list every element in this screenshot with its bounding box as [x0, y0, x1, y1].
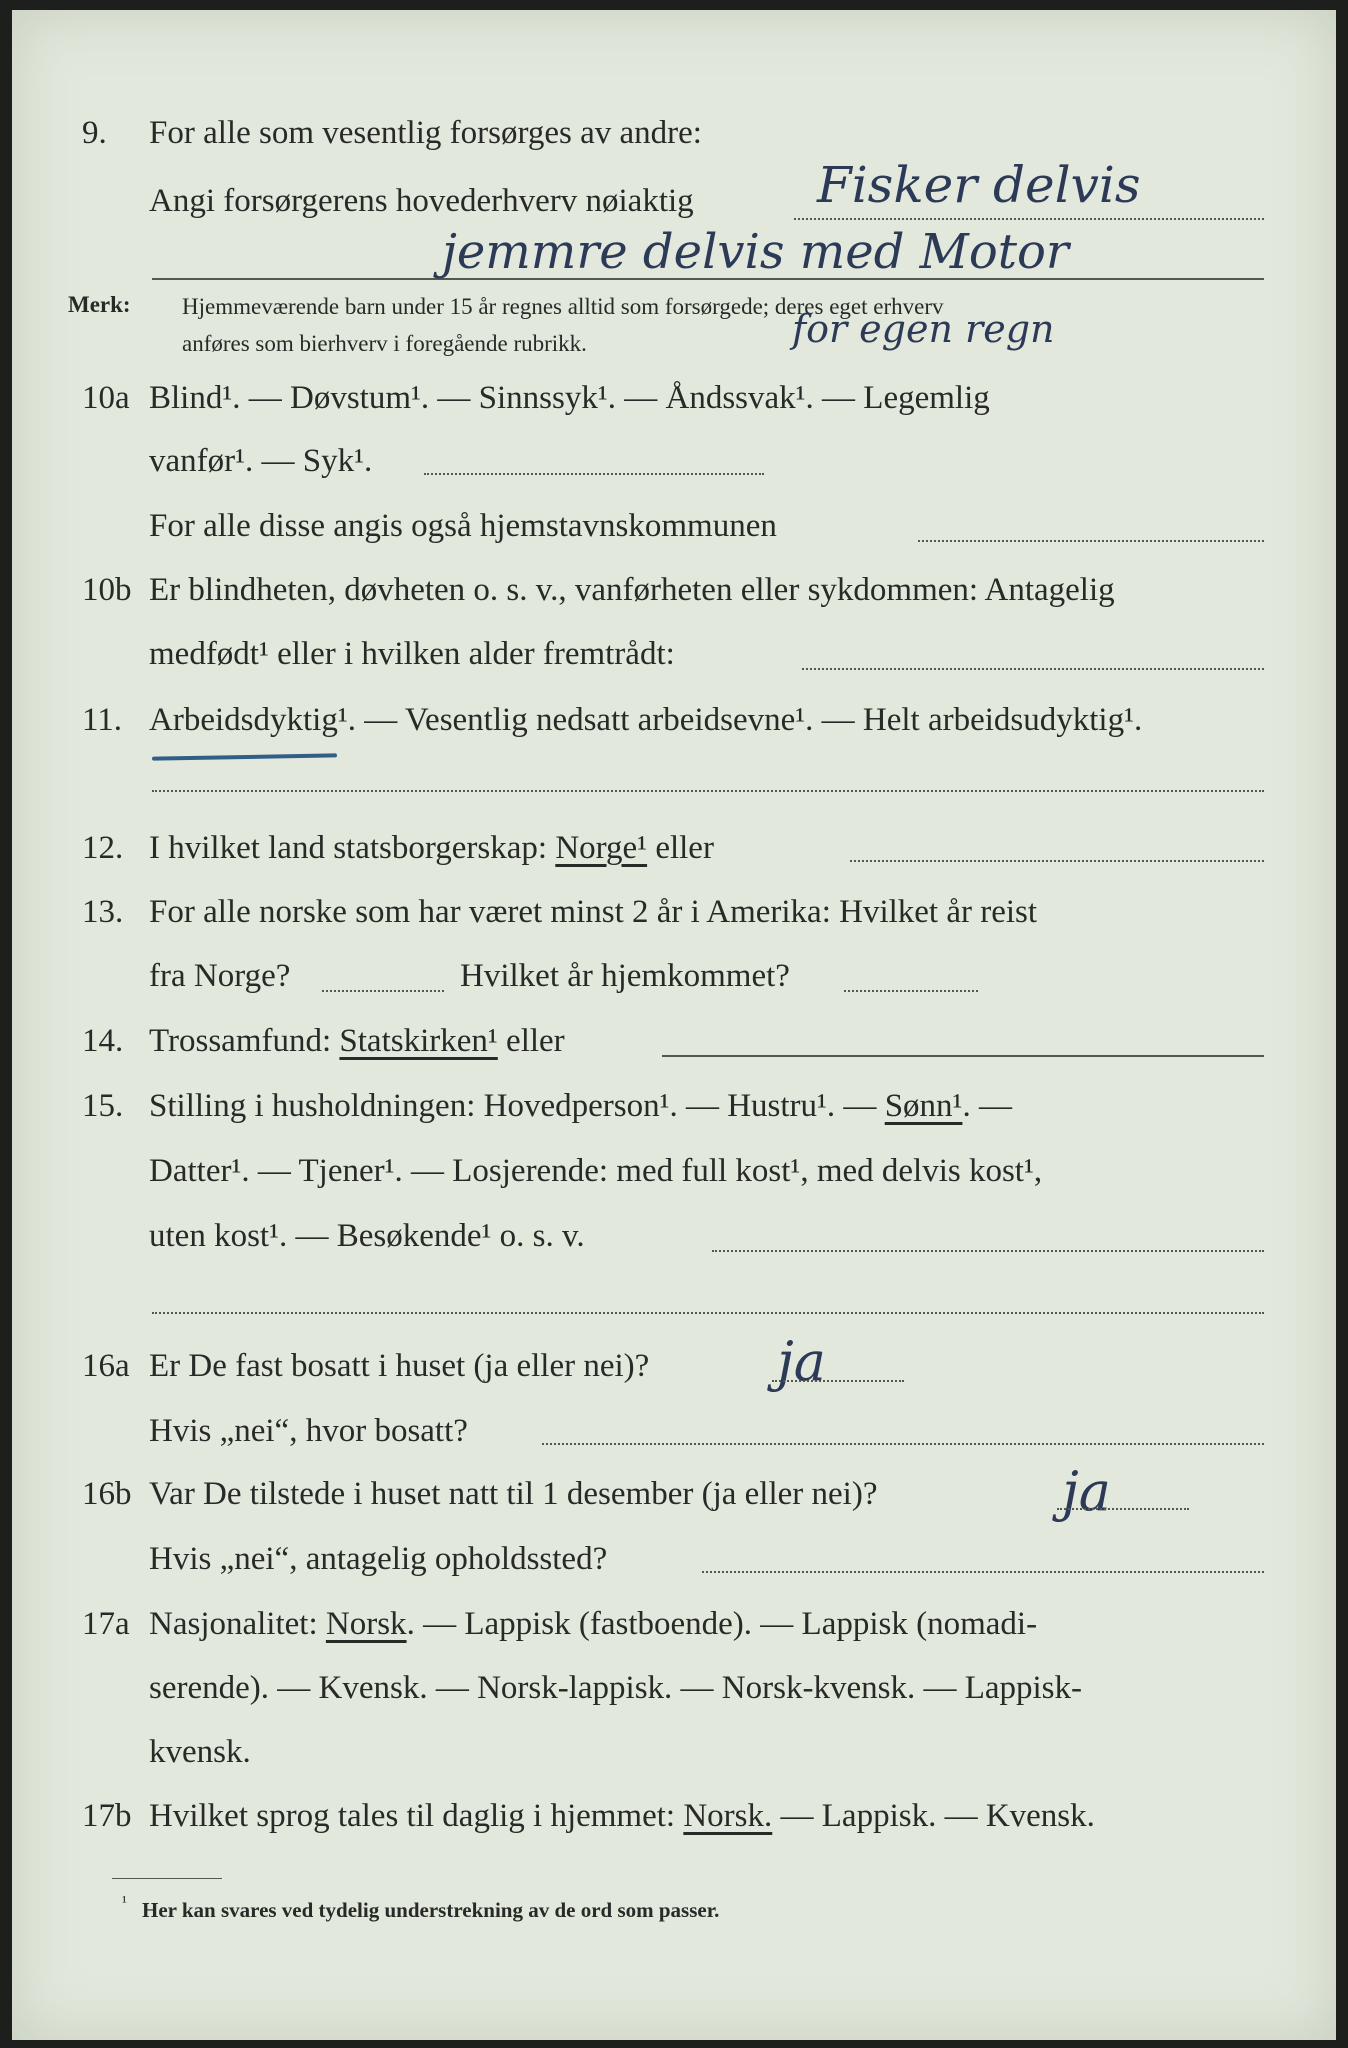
footnote-rule: [112, 1878, 222, 1879]
merk-text-line1: Hjemmeværende barn under 15 år regnes alltid som forsørgede; deres eget erhverv: [182, 294, 944, 319]
q12-text: [149, 832, 714, 865]
q16a-answer-line1: [772, 1380, 904, 1382]
q15-text-line1-pre: Stilling i husholdningen: Hovedperson¹. — Hustru¹. —: [149, 1088, 877, 1124]
q10b-text-line2: medfødt¹ eller i hvilken alder fremtrådt:: [149, 636, 675, 672]
q10b-number: 10b: [82, 572, 132, 608]
q14-answer-line: [662, 1055, 1264, 1057]
q14-text: [149, 1025, 565, 1058]
q14-number: 14.: [82, 1023, 124, 1059]
merk-label: Merk:: [68, 292, 131, 317]
q16b-answer-line1: [1057, 1508, 1189, 1510]
q14-text-post: eller: [506, 1023, 565, 1059]
q10a-text-line1: Blind¹. — Døvstum¹. — Sinnssyk¹. — Åndssvak¹. — Legemlig: [149, 380, 990, 416]
q16b-number: 16b: [82, 1476, 132, 1512]
q14-text-pre: Trossamfund:: [149, 1023, 332, 1059]
q12-text-pre: I hvilket land statsborgerskap:: [149, 830, 548, 866]
q15-answer-line1: [712, 1250, 1264, 1252]
q16b-answer-line2: [702, 1571, 1264, 1573]
q9-text-line2: Angi forsørgerens hovederhverv nøiaktig: [149, 183, 694, 219]
q13-text-line1: For alle norske som har været minst 2 år i Amerika: Hvilket år reist: [149, 894, 1038, 930]
q12-number: 12.: [82, 830, 124, 866]
merk-text-line2: anføres som bierhverv i foregående rubrikk.: [182, 331, 587, 356]
q9-number: 9.: [82, 115, 107, 151]
q16a-handwritten-answer: ja: [777, 1330, 826, 1393]
q15-option-sonn: Sønn¹: [884, 1088, 963, 1124]
q9-answer-line1: [794, 218, 1264, 220]
q13-answer-line-a: [322, 990, 444, 992]
q11-handwritten-underline: [152, 753, 337, 760]
q17b-number: 17b: [82, 1798, 132, 1834]
q17a-text-line1: [149, 1608, 1037, 1641]
q17a-number: 17a: [82, 1606, 130, 1642]
q16a-number: 16a: [82, 1348, 130, 1384]
q17a-text-line3: kvensk.: [149, 1734, 251, 1770]
q16a-answer-line2: [542, 1443, 1264, 1445]
q15-answer-line2: [152, 1312, 1264, 1314]
q11-option-arbeidsdyktig: Arbeidsdyktig¹.: [149, 702, 356, 738]
q16a-text-line1: Er De fast bosatt i huset (ja eller nei)?: [149, 1348, 650, 1384]
census-form-page: [12, 10, 1336, 2040]
q17b-option-norsk: Norsk.: [683, 1798, 773, 1834]
q15-text-line3: uten kost¹. — Besøkende¹ o. s. v.: [149, 1218, 585, 1254]
q10b-text-line1: Er blindheten, døvheten o. s. v., vanførheten eller sykdommen: Antagelig: [149, 572, 1115, 608]
q10a-text-line3: For alle disse angis også hjemstavnskommunen: [149, 508, 777, 544]
q17b-text: [149, 1800, 1095, 1833]
q17b-text-pre: Hvilket sprog tales til daglig i hjemmet:: [149, 1798, 676, 1834]
q12-text-post: eller: [655, 830, 714, 866]
q10a-text-line2: vanfør¹. — Syk¹.: [149, 443, 373, 479]
q13-number: 13.: [82, 894, 124, 930]
q9-text-line1: For alle som vesentlig forsørges av andre:: [149, 115, 702, 151]
q13-answer-line-b: [844, 990, 978, 992]
q17a-text-line2: serende). — Kvensk. — Norsk-lappisk. — Norsk-kvensk. — Lappisk-: [149, 1670, 1083, 1706]
q11-number: 11.: [82, 702, 123, 738]
q16b-text-line1: Var De tilstede i huset natt til 1 desember (ja eller nei)?: [149, 1476, 878, 1512]
q15-number: 15.: [82, 1088, 124, 1124]
q16b-text-line2: Hvis „nei“, antagelig opholdssted?: [149, 1541, 608, 1577]
q16a-text-line2: Hvis „nei“, hvor bosatt?: [149, 1413, 468, 1449]
q9-handwritten-answer2: jemmre delvis med Motor: [442, 224, 1069, 280]
q11-answer-line: [152, 790, 1264, 792]
q17a-option-norsk: Norsk: [325, 1606, 407, 1642]
q13-text-part-b: Hvilket år hjemkommet?: [460, 958, 790, 994]
q12-option-norge: Norge¹: [555, 830, 648, 866]
q15-text-line1-post: . —: [962, 1088, 1012, 1124]
q9-handwritten-answer1: Fisker delvis: [817, 156, 1141, 214]
footnote-mark: ¹: [122, 1894, 127, 1911]
q17a-text-pre: Nasjonalitet:: [149, 1606, 318, 1642]
q14-option-statskirken: Statskirken¹: [339, 1023, 498, 1059]
q10a-answer-line1: [424, 473, 764, 475]
q9-handwritten-answer3: for egen regn: [792, 307, 1055, 351]
q10b-answer-line: [802, 668, 1264, 670]
q17a-text-line1-rest: . — Lappisk (fastboende). — Lappisk (nomadi-: [406, 1606, 1038, 1642]
q15-text-line2: Datter¹. — Tjener¹. — Losjerende: med full kost¹, med delvis kost¹,: [149, 1153, 1043, 1189]
q17b-text-post: — Lappisk. — Kvensk.: [780, 1798, 1095, 1834]
q13-text-part-a: fra Norge?: [149, 958, 291, 994]
q10a-answer-line2: [918, 540, 1264, 542]
q11-text-rest: — Vesentlig nedsatt arbeidsevne¹. — Helt arbeidsudyktig¹.: [364, 702, 1143, 738]
q12-answer-line: [850, 860, 1264, 862]
q16b-handwritten-answer: ja: [1062, 1460, 1111, 1523]
footnote-text: Her kan svares ved tydelig understrekning av de ord som passer.: [142, 1898, 720, 1922]
q11-text: [149, 704, 1142, 737]
q15-text-line1: [149, 1090, 1012, 1123]
q10a-number: 10a: [82, 380, 130, 416]
